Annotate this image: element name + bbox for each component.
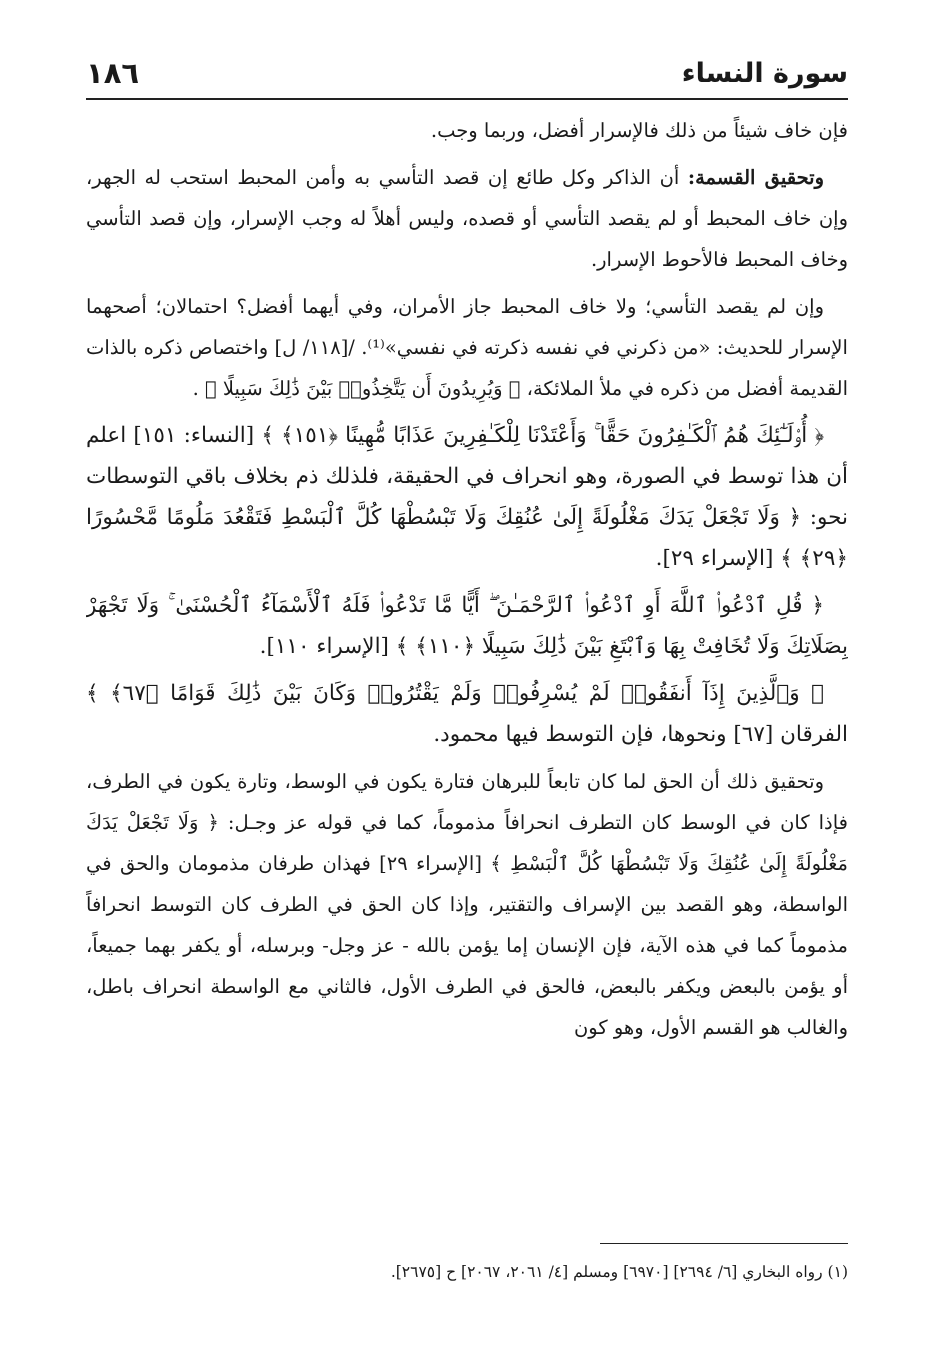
paragraph-4 <box>86 415 848 579</box>
paragraph-lead: وتحقيق القسمة: <box>687 166 825 189</box>
paragraph-text: فإن خاف شيئاً من ذلك فالإسرار أفضل، وربما وجب. <box>430 119 848 142</box>
paragraph-text: وتحقيق ذلك أن الحق لما كان تابعاً للبرهان فتارة يكون في الوسط، وتارة يكون في الطرف، فإذا كان في الوسط كان التطرف انحرافاً مذموماً، كما في قوله عز وجـل: ﴿ وَلَا تَجْعَلْ يَدَكَ مَغْلُولَةً إِلَىٰ عُنُقِكَ وَلَا تَبْسُطْهَا كُلَّ ٱلْبَسْطِ ﴾ [الإسراء ٢٩] فهذان طرفان مذمومان والحق في الواسطة، وهو القصد بين الإسراف والتقتير، وإذا كان الحق في الطرف كان التوسط انحرافاً مذموماً كما في هذه الآية، فإن الإنسان إما يؤمن بالله - عز وجل- وبرسله، أو يكفر بهما جميعاً، أو يؤمن بالبعض ويكفر بالبعض، فالحق في الطرف الأول، فالثاني مع الواسطة انحراف باطل، والغالب هو القسم الأول، وهو كون <box>86 770 848 1039</box>
footnote-divider <box>600 1243 848 1244</box>
paragraph-3 <box>86 286 848 409</box>
paragraph-7 <box>86 761 848 1048</box>
paragraph-text: ﴿ قُلِ ٱدْعُوا۟ ٱللَّهَ أَوِ ٱدْعُوا۟ ٱلرَّحْمَـٰنَ ۖ أَيًّا مَّا تَدْعُوا۟ فَلَهُ ٱلْأَسْمَآءُ ٱلْحُسْنَىٰ ۚ وَلَا تَجْهَرْ بِصَلَاتِكَ وَلَا تُخَافِتْ بِهَا وَٱبْتَغِ بَيْنَ ذَٰلِكَ سَبِيلًا ﴿١١٠﴾ ﴾ [الإسراء ١١٠]. <box>86 593 848 659</box>
paragraph-2 <box>86 157 848 280</box>
page-body <box>86 110 848 1200</box>
page-header <box>86 52 848 94</box>
paragraph-text: ﴿ أُو۟لَـٰٓئِكَ هُمُ ٱلْكَـٰفِرُونَ حَقًّا ۚ وَأَعْتَدْنَا لِلْكَـٰفِرِينَ عَذَابًا مُّهِينًا ﴿١٥١﴾ ﴾ [النساء: ١٥١] اعلم أن هذا توسط في الصورة، وهو انحراف في الحقيقة، فلذلك ذم بخلاف باقي التوسطات نحو: ﴿ وَلَا تَجْعَلْ يَدَكَ مَغْلُولَةً إِلَىٰ عُنُقِكَ وَلَا تَبْسُطْهَا كُلَّ ٱلْبَسْطِ فَتَقْعُدَ مَلُومًا مَّحْسُورًا ﴿٢٩﴾ ﴾ [الإسراء ٢٩]. <box>86 423 848 571</box>
paragraph-5 <box>86 585 848 667</box>
surah-title: سورة النساء <box>681 57 848 89</box>
paragraph-6 <box>86 673 848 755</box>
header-divider <box>86 98 848 100</box>
footnote: (١) رواه البخاري [٦/ ٢٦٩٤] [٦٩٧٠] ومسلم [٤/ ٢٠٦١، ٢٠٦٧] ح [٢٦٧٥]. <box>390 1263 848 1281</box>
paragraph-text: وإن لم يقصد التأسي؛ ولا خاف المحبط جاز الأمران، وفي أيهما أفضل؟ احتمالان؛ أصحهما الإسرار للحديث: «من ذكرني في نفسه ذكرته في نفسي»⁽¹⁾. /[١١٨/ ل] واختصاص ذكره بالذات القديمة أفضل من ذكره في ملأ الملائكة، ﴿ وَيُرِيدُونَ أَن يَتَّخِذُوا۟ بَيْنَ ذَٰلِكَ سَبِيلًا ﴾ . <box>86 295 848 400</box>
page-number: ١٨٦ <box>86 56 140 90</box>
paragraph-text: أن الذاكر وكل طائع إن قصد التأسي به وأمن المحبط استحب له الجهر، وإن خاف المحبط أو لم يقصد التأسي أو قصده، وليس أهلاً له وجب الإسرار، وإن قصد التأسي وخاف المحبط فالأحوط الإسرار. <box>86 166 848 271</box>
paragraph-text: ﴿ وَٱلَّذِينَ إِذَآ أَنفَقُوا۟ لَمْ يُسْرِفُوا۟ وَلَمْ يَقْتُرُوا۟ وَكَانَ بَيْنَ ذَٰلِكَ قَوَامًا ﴿٦٧﴾ ﴾ الفرقان [٦٧] ونحوها، فإن التوسط فيها محمود. <box>86 681 848 747</box>
paragraph-1 <box>86 110 848 151</box>
